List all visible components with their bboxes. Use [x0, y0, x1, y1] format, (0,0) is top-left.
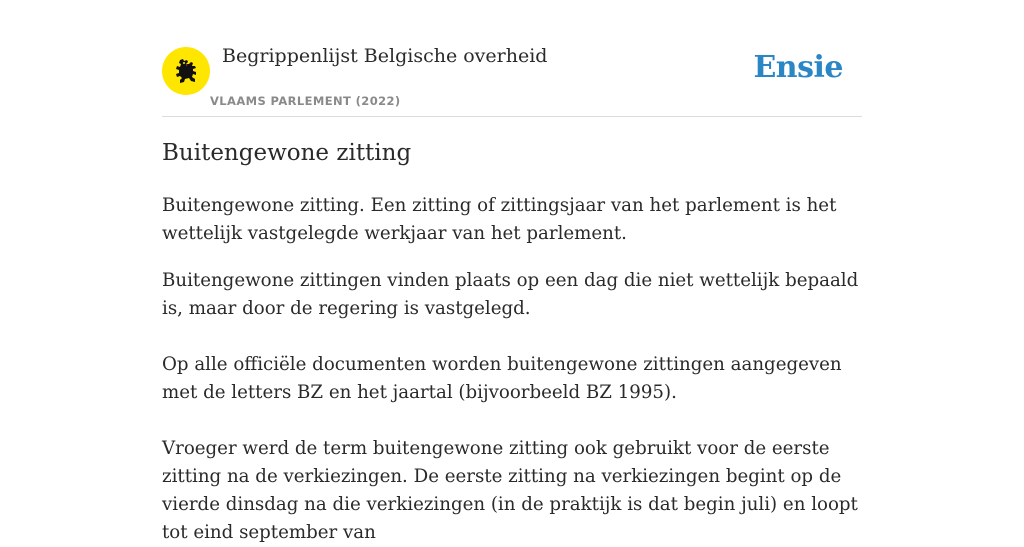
source-meta: VLAAMS PARLEMENT (2022) — [210, 94, 401, 108]
article-paragraph: Op alle officiële documenten worden buitengewone zittingen aangegeven met de letters BZ en het jaartal (bijvoorbeeld BZ 1995). — [162, 354, 842, 403]
article-title: Buitengewone zitting — [162, 140, 412, 166]
page-container — [162, 0, 862, 543]
flemish-lion-icon — [171, 56, 201, 86]
article-paragraph: Buitengewone zittingen vinden plaats op een dag die niet wettelijk bepaald is, maar door de regering is vastgelegd. — [162, 270, 859, 319]
brand-logo[interactable]: Ensie — [753, 50, 843, 85]
article-body — [162, 192, 862, 547]
source-title[interactable]: Begrippenlijst Belgische overheid — [222, 45, 548, 67]
article-paragraph: Buitengewone zitting. Een zitting of zittingsjaar van het parlement is het wettelijk vastgelegde werkjaar van het parlement. — [162, 195, 837, 244]
article-paragraph: Vroeger werd de term buitengewone zitting ook gebruikt voor de eerste zitting na de verkiezingen. De eerste zitting na verkiezingen begint op de vierde dinsdag na die verkiezingen (in de praktijk is dat begin juli) en loopt tot eind september van — [162, 438, 858, 543]
source-logo[interactable] — [162, 47, 210, 95]
source-header — [162, 0, 862, 117]
